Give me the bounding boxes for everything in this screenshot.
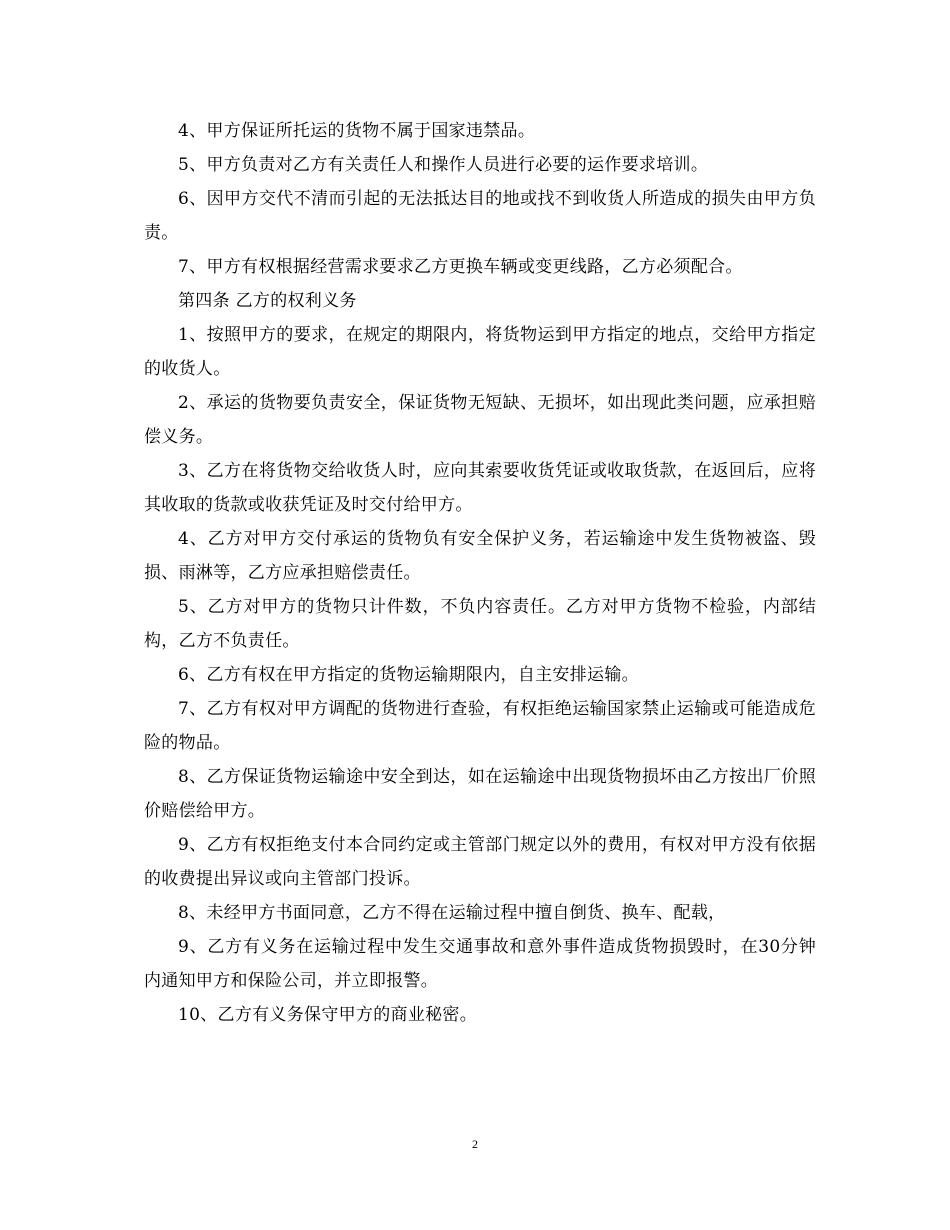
paragraph-clause-a4: 4、甲方保证所托运的货物不属于国家违禁品。 xyxy=(178,121,536,141)
paragraph-clause-a5: 5、甲方负责对乙方有关责任人和操作人员进行必要的运作要求培训。 xyxy=(178,155,709,175)
paragraph-clause-b9-second: 9、乙方有义务在运输过程中发生交通事故和意外事件造成货物损毁时，在30分钟内通知甲方和保险公司，并立即报警。 xyxy=(144,937,816,991)
paragraph-clause-b5: 5、乙方对甲方的货物只计件数，不负内容责任。乙方对甲方货物不检验，内部结构，乙方不负责任。 xyxy=(144,597,816,651)
paragraph-clause-b7: 7、乙方有权对甲方调配的货物进行查验，有权拒绝运输国家禁止运输或可能造成危险的物品。 xyxy=(144,699,816,753)
section-heading-article-4: 第四条 乙方的权利义务 xyxy=(178,291,357,311)
paragraph-clause-b8: 8、乙方保证货物运输途中安全到达，如在运输途中出现货物损坏由乙方按出厂价照价赔偿给甲方。 xyxy=(144,767,816,821)
paragraph-clause-b8-second: 8、未经甲方书面同意，乙方不得在运输过程中擅自倒货、换车、配载， xyxy=(178,903,726,923)
paragraph-clause-b3: 3、乙方在将货物交给收货人时，应向其索要收货凭证或收取货款，在返回后，应将其收取的货款或收获凭证及时交付给甲方。 xyxy=(144,461,816,515)
paragraph-clause-b10: 10、乙方有义务保守甲方的商业秘密。 xyxy=(178,1005,478,1025)
paragraph-clause-a7: 7、甲方有权根据经营需求要求乙方更换车辆或变更线路，乙方必须配合。 xyxy=(178,257,743,277)
paragraph-clause-b9: 9、乙方有权拒绝支付本合同约定或主管部门规定以外的费用，有权对甲方没有依据的收费提出异议或向主管部门投诉。 xyxy=(144,835,816,889)
paragraph-clause-b4: 4、乙方对甲方交付承运的货物负有安全保护义务，若运输途中发生货物被盗、毁损、雨淋等，乙方应承担赔偿责任。 xyxy=(144,529,816,583)
page-number: 2 xyxy=(472,1137,478,1151)
document-body xyxy=(144,114,816,1032)
paragraph-clause-b2: 2、承运的货物要负责安全，保证货物无短缺、无损坏，如出现此类问题，应承担赔偿义务。 xyxy=(144,393,816,447)
paragraph-clause-b1: 1、按照甲方的要求，在规定的期限内，将货物运到甲方指定的地点，交给甲方指定的收货人。 xyxy=(144,325,816,379)
paragraph-clause-a6: 6、因甲方交代不清而引起的无法抵达目的地或找不到收货人所造成的损失由甲方负责。 xyxy=(144,189,816,243)
paragraph-clause-b6: 6、乙方有权在甲方指定的货物运输期限内，自主安排运输。 xyxy=(178,665,639,685)
